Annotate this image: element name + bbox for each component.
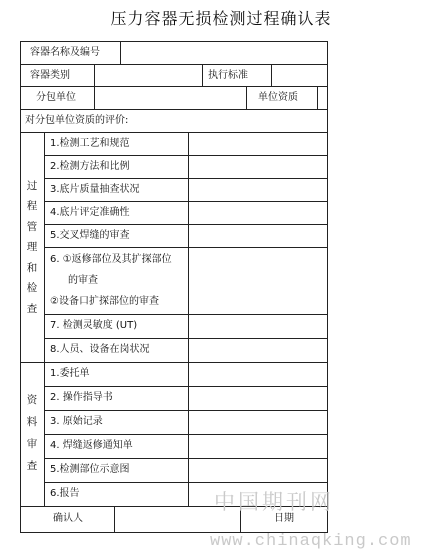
process-item: 2.检测方法和比例 [50,161,130,172]
process-item: 4.底片评定准确性 [50,207,130,218]
process-item: 的审查 [68,275,98,286]
documents-item: 2. 操作指导书 [50,392,113,403]
documents-item: 3. 原始记录 [50,416,103,427]
process-label-char: 程 [26,200,38,212]
process-item: 7. 检测灵敏度 (UT) [50,320,138,331]
documents-label-char: 料 [26,416,38,428]
process-label-char: 过 [26,180,38,192]
process-label-char: 和 [26,262,38,274]
watermark-logo-text: 中国期刊网 [214,490,334,514]
process-item: 6. ①返修部位及其扩探部位 [50,254,172,265]
process-item: 5.交叉焊缝的审查 [50,230,130,241]
process-label-char: 查 [26,303,38,315]
confirmer-label: 确认人 [53,513,83,524]
container-name-label: 容器名称及编号 [30,47,100,58]
process-label-char: 检 [26,282,38,294]
documents-label-char: 资 [26,394,38,406]
process-item: ②设备口扩探部位的审查 [50,296,159,307]
document-title: 压力容器无损检测过程确认表 [110,9,332,28]
container-category-label: 容器类别 [30,70,70,81]
process-label-char: 理 [26,241,38,253]
documents-label-char: 审 [26,438,38,450]
subcontractor-label: 分包单位 [36,92,76,103]
documents-item: 6.报告 [50,488,80,499]
date-label: 日期 [274,513,294,524]
process-item: 1.检测工艺和规范 [50,138,130,149]
evaluation-label: 对分包单位资质的评价: [25,115,129,126]
process-label-char: 管 [26,221,38,233]
process-item: 8.人员、设备在岗状况 [50,344,150,355]
documents-item: 1.委托单 [50,368,90,379]
execution-standard-label: 执行标准 [208,70,248,81]
qualification-label: 单位资质 [258,92,298,103]
documents-item: 4. 焊缝返修通知单 [50,440,133,451]
watermark-url: www.chinaqking.com [210,532,412,551]
process-item: 3.底片质量抽查状况 [50,184,140,195]
documents-item: 5.检测部位示意图 [50,464,130,475]
documents-label-char: 查 [26,460,38,472]
